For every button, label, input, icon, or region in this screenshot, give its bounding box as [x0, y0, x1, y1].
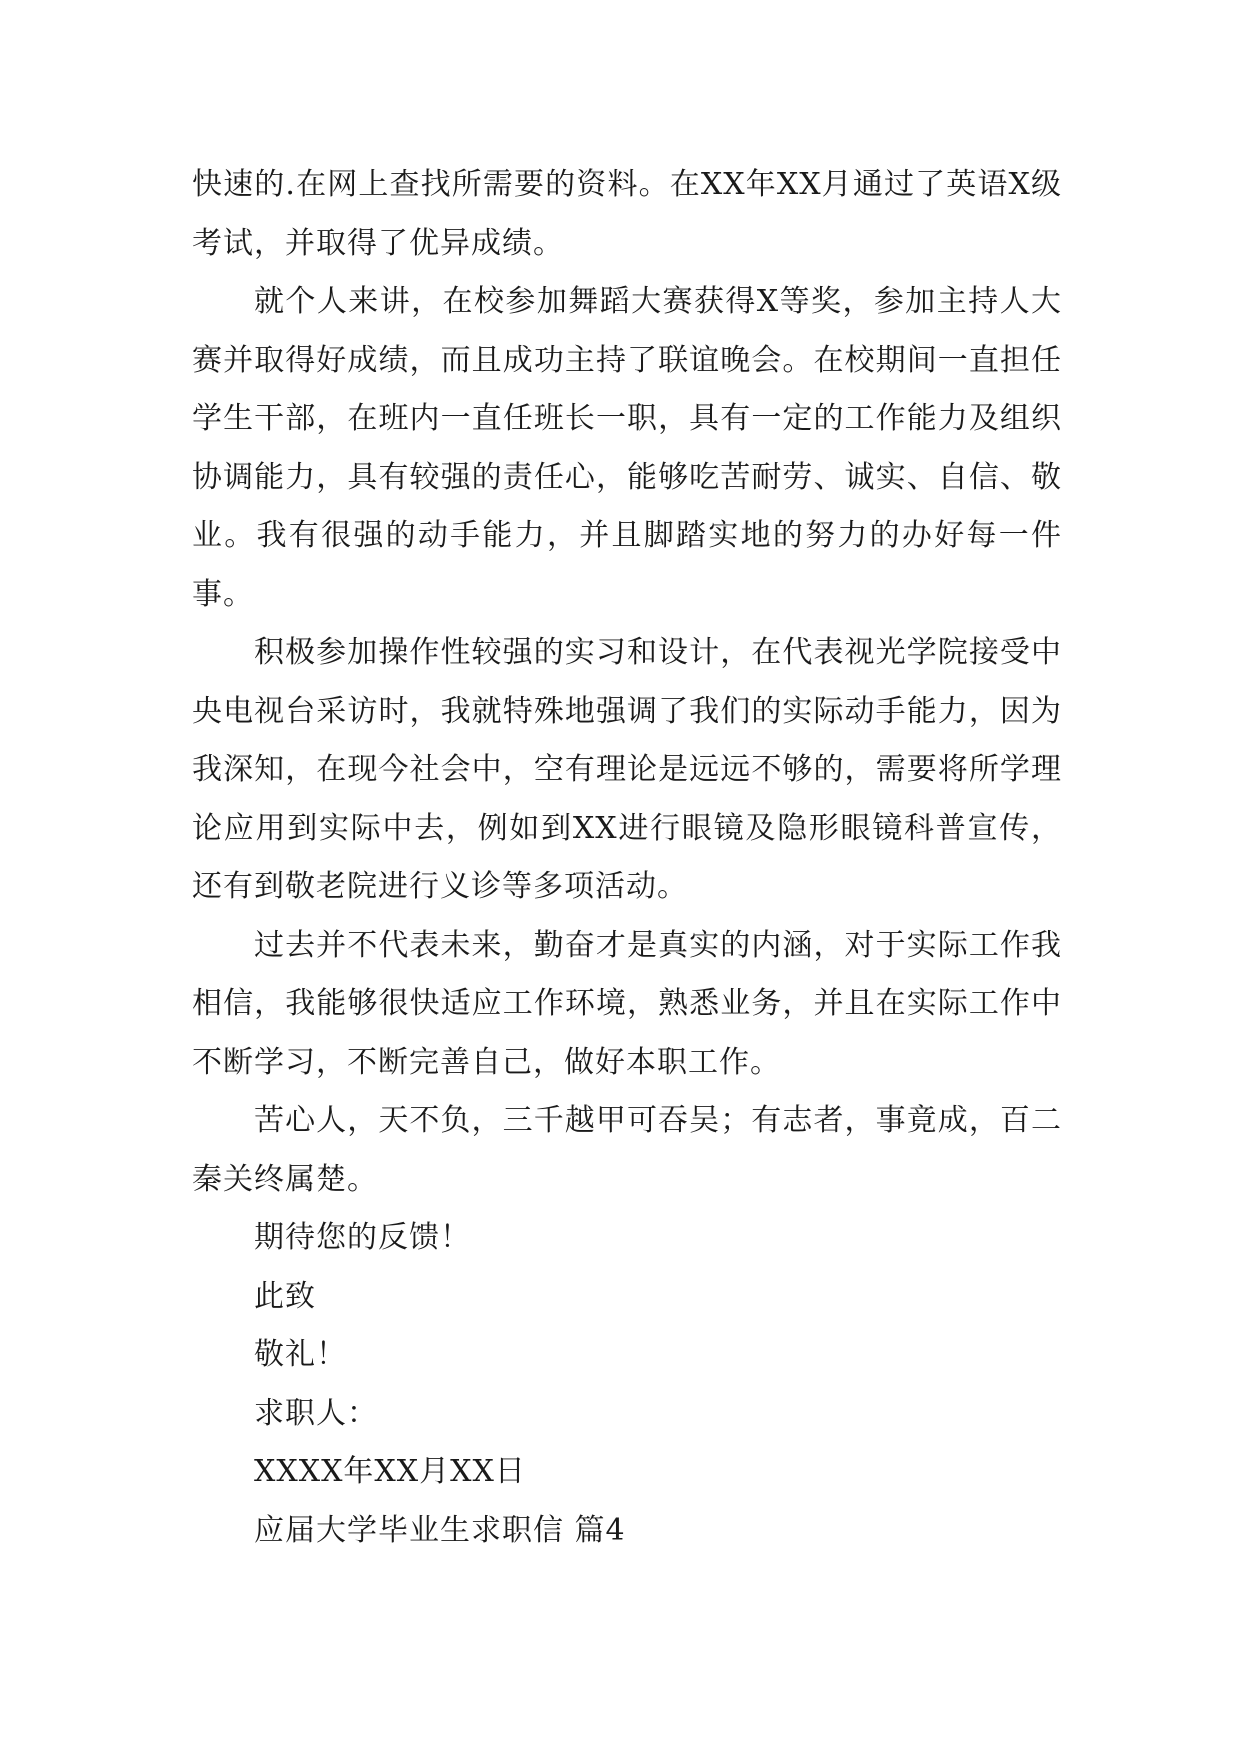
paragraph-personal-achievements: 就个人来讲，在校参加舞蹈大赛获得X等奖，参加主持人大赛并取得好成绩，而且成功主持了联谊晚会。在校期间一直担任学生干部，在班内一直任班长一职，具有一定的工作能力及组织协调能力，具有较强的责任心，能够吃苦耐劳、诚实、自信、敬业。我有很强的动手能力，并且脚踏实地的努力的办好每一件事。 [192, 284, 1062, 612]
date-line: XXXX年XX月XX日 [254, 1454, 526, 1489]
paragraph-continued: 快速的.在网上查找所需要的资料。在XX年XX月通过了英语X级考试，并取得了优异成绩。 [192, 167, 1062, 261]
next-section-title: 应届大学毕业生求职信 篇4 [254, 1512, 626, 1548]
paragraph-practice: 积极参加操作性较强的实习和设计，在代表视光学院接受中央电视台采访时，我就特殊地强调了我们的实际动手能力，因为我深知，在现今社会中，空有理论是远远不够的，需要将所学理论应用到实际中去，例如到XX进行眼镜及隐形眼镜科普宣传，还有到敬老院进行义诊等多项活动。 [192, 635, 1062, 904]
salute-line: 敬礼！ [254, 1337, 347, 1372]
letter-body [192, 156, 1062, 1560]
paragraph-motto: 苦心人，天不负，三千越甲可吞吴；有志者，事竟成，百二秦关终属楚。 [192, 1103, 1062, 1197]
expect-feedback-line: 期待您的反馈！ [254, 1220, 471, 1255]
applicant-line: 求职人： [254, 1395, 378, 1431]
paragraph-future: 过去并不代表未来，勤奋才是真实的内涵，对于实际工作我相信，我能够很快适应工作环境，熟悉业务，并且在实际工作中不断学习，不断完善自己，做好本职工作。 [192, 927, 1062, 1080]
greeting-line: 此致 [254, 1278, 316, 1314]
